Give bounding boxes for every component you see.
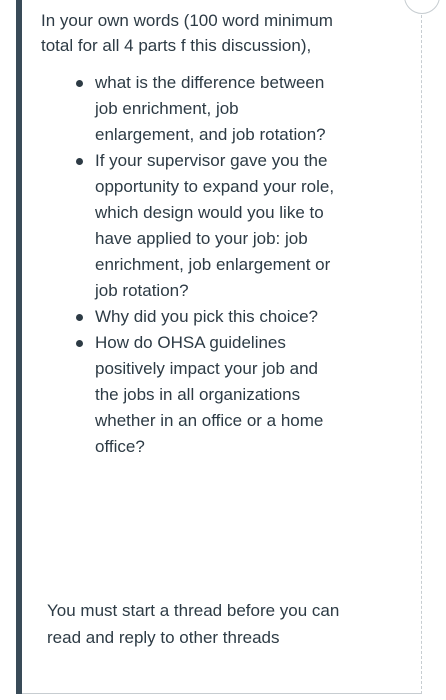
thread-required-notice: You must start a thread before you can read and reply to other threads [47, 601, 340, 647]
question-item [95, 304, 335, 330]
question-list [41, 70, 341, 460]
question-item [95, 70, 335, 148]
bullet-icon [76, 314, 83, 321]
bullet-icon [76, 340, 83, 347]
bullet-icon [76, 80, 83, 87]
question-text: If your supervisor gave you the opportunity to expand your role, which design would you like to have applied to your job: job enrichment, job enlargement or job rotation? [95, 151, 335, 300]
bullet-icon [76, 158, 83, 165]
question-text: How do OHSA guidelines positively impact your job and the jobs in all organizations whether in an office or a home office? [95, 333, 324, 456]
discussion-intro: In your own words (100 word minimum total for all 4 parts f this discussion), [41, 11, 333, 55]
discussion-prompt [41, 8, 341, 460]
question-text: Why did you pick this choice? [95, 307, 318, 326]
question-item [95, 148, 335, 304]
question-item [95, 330, 335, 460]
question-text: what is the difference between job enrichment, job enlargement, and job rotation? [95, 73, 326, 144]
